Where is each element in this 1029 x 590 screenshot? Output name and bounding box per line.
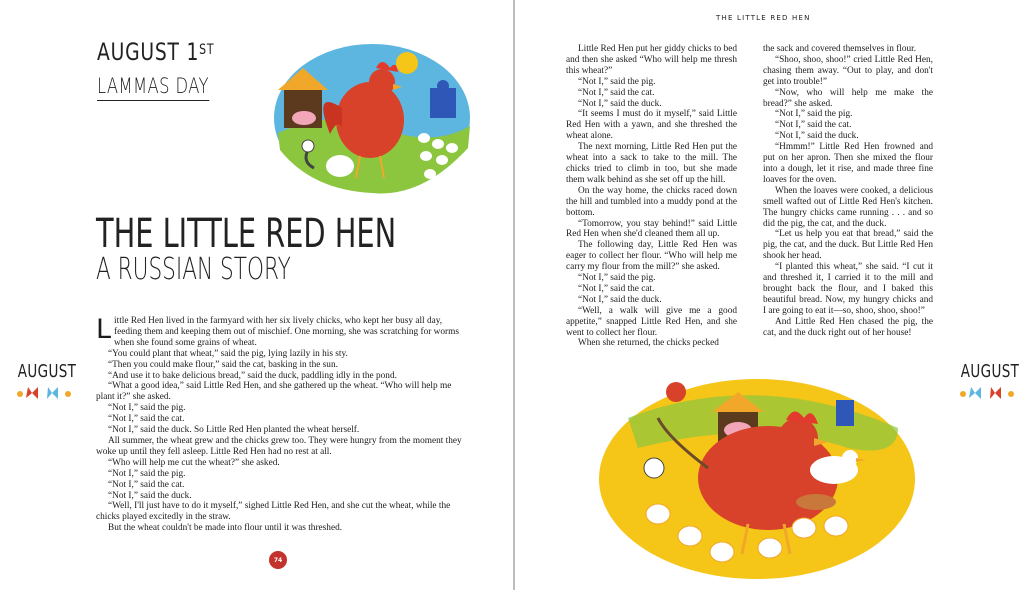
paragraph: “What a good idea,” said Little Red Hen, and she gathered up the wheat. “Who will help me plant it?” she asked. [96,381,452,403]
paragraph: The next morning, Little Red Hen put the wheat into a sack to take to the mill. The chicks tried to climb in too, but she made them walk behind as she set off up the hill. [566,142,737,185]
paragraph: “Shoo, shoo, shoo!” cried Little Red Hen, chasing them away. “Out to play, and don't get into trouble!” [763,54,933,87]
date-heading [97,38,214,66]
paragraph: “Not I,” said the cat. [108,414,185,425]
side-tab-left [9,362,79,402]
paragraph: “I planted this wheat,” she said. “I cut it and threshed it, I carried it to the mill and brought back the flour, and I baked this beautiful bread. Now, my hungry chicks and I are going to eat it—so, shoo, shoo, shoo!” [763,262,933,316]
right-column-1 [566,44,737,349]
paragraph: “Not I,” said the pig. [108,403,186,414]
paragraph: And Little Red Hen chased the pig, the cat, and the duck right out of her house! [763,316,933,338]
side-tab-label: AUGUST [17,361,77,382]
paragraph: When she returned, the chicks pecked [578,338,719,349]
paragraph: “Now, who will help me make the bread?” she asked. [763,87,933,109]
paragraph: “Not I,” said the duck. So Little Red Hen planted the wheat herself. [108,425,360,436]
day-name: LAMMAS DAY [97,74,209,101]
story-title: THE LITTLE RED HEN [96,211,397,257]
butterfly-icon [14,384,74,402]
paragraph: “It seems I must do it myself,” said Little Red Hen with a yawn, and she threshed the wheat alone. [566,109,737,142]
right-column-2 [763,44,933,338]
paragraph: “Not I,” said the pig. [578,76,656,87]
paragraph: “Hmmm!” Little Red Hen frowned and put on her apron. Then she mixed the flour into a dough, let it rise, and made three fine loaves for the oven. [763,142,933,185]
hen-farmyard-illustration [272,38,472,198]
paragraph: “Then you could make flour,” said the cat, basking in the sun. [108,359,338,370]
paragraph: “Not I,” said the cat. [578,283,655,294]
paragraph-text: ittle Red Hen lived in the farmyard with her six lively chicks, who kept her busy all day, feeding them and keeping them out of mischief. One morning, she was scratching for worms when she found some grains of wheat. [114,316,459,348]
paragraph: “Not I,” said the duck. [775,131,859,142]
date-suffix: ST [199,42,215,58]
date-text: AUGUST 1 [97,38,200,66]
paragraph: But the wheat couldn't be made into flour until it was threshed. [108,523,343,534]
paragraph: On the way home, the chicks raced down the hill and tumbled into a muddy pond at the bottom. [566,185,737,218]
paragraph: “Let us help you eat that bread,” said the pig, the cat, and the duck. But Little Red Hen shook her head. [763,229,933,262]
paragraph: Little Red Hen put her giddy chicks to bed and then she asked “Who will help me thresh this wheat?” [566,44,737,76]
paragraph: “Not I,” said the pig. [775,109,853,120]
paragraph: The following day, Little Red Hen was eager to collect her flour. “Who will help me carry my flour from the mill?” she asked. [566,240,737,273]
paragraph: “Not I,” said the cat. [578,87,655,98]
paragraph: “Not I,” said the duck. [108,490,192,501]
paragraph: “Well, a walk will give me a good appetite,” snapped Little Red Hen, and she went to collect her flour. [566,305,737,338]
side-tab-right [952,362,1022,402]
hen-chicks-illustration [598,378,916,580]
story-subtitle: A RUSSIAN STORY [96,252,291,287]
paragraph: All summer, the wheat grew and the chicks grew too. They were hungry from the moment they woke up until they fell asleep. Little Red Hen had no rest at all. [96,435,462,457]
side-tab-label: AUGUST [960,361,1020,382]
paragraph: “You could plant that wheat,” said the pig, lying lazily in his sty. [108,348,348,359]
paragraph: “Well, I'll just have to do it myself,” sighed Little Red Hen, and she cut the wheat, while the chicks played excitedly in the straw. [96,501,451,523]
paragraph: “And use it to bake delicious bread,” said the duck, paddling idly in the pond. [108,370,397,381]
paragraph: “Not I,” said the duck. [578,294,662,305]
running-head: THE LITTLE RED HEN [716,14,811,22]
drop-cap: L [96,314,112,345]
paragraph: “Not I,” said the cat. [775,120,852,131]
left-body-text [96,316,462,534]
left-page [0,0,514,590]
paragraph: “Who will help me cut the wheat?” she asked. [108,457,280,468]
paragraph: the sack and covered themselves in flour. [763,44,917,54]
butterfly-icon [957,384,1017,402]
paragraph: “Not I,” said the pig. [108,468,186,479]
page-number-badge: 74 [269,551,287,569]
paragraph [96,316,462,349]
paragraph: “Not I,” said the pig. [578,273,656,284]
paragraph: When the loaves were cooked, a delicious smell wafted out of Little Red Hen's kitchen. The hungry chicks came running . . . and so did the pig, the cat, and the duck. [763,185,933,229]
paragraph: “Not I,” said the duck. [578,98,662,109]
paragraph: “Not I,” said the cat. [108,479,185,490]
paragraph: “Tomorrow, you stay behind!” said Little Red Hen when she'd cleaned them all up. [566,218,737,240]
